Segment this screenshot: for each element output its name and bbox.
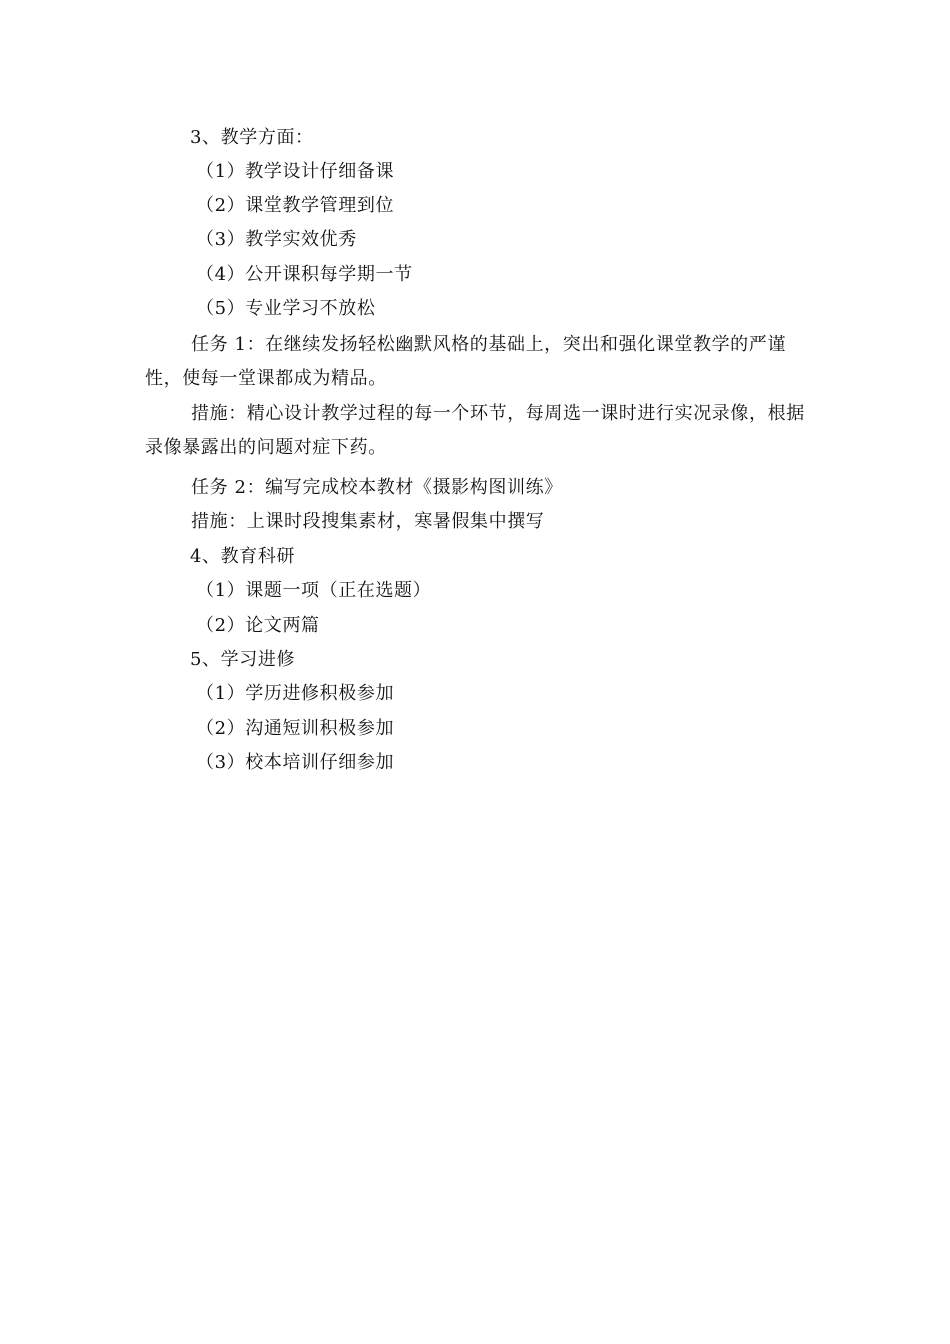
list-item: （2）论文两篇 — [196, 615, 320, 636]
section-heading-teaching: 3、教学方面： — [190, 127, 314, 148]
section-heading-study: 5、学习进修 — [190, 649, 296, 670]
list-item: （2）课堂教学管理到位 — [196, 195, 395, 216]
list-item: （4）公开课积每学期一节 — [196, 264, 413, 285]
measure-1-paragraph: 措施：精心设计教学过程的每一个环节，每周选一课时进行实况录像，根据录像暴露出的问题对症下药。 — [145, 403, 805, 458]
list-item: （1）课题一项（正在选题） — [196, 580, 432, 601]
task-2-paragraph: 任务 2：编写完成校本教材《摄影构图训练》 — [191, 477, 563, 498]
list-item: （5）专业学习不放松 — [196, 298, 376, 319]
task-1-paragraph: 任务 1：在继续发扬轻松幽默风格的基础上，突出和强化课堂教学的严谨性，使每一堂课都成为精品。 — [145, 334, 786, 389]
list-item: （1）学历进修积极参加 — [196, 683, 395, 704]
section-heading-research: 4、教育科研 — [190, 546, 296, 567]
measure-2-paragraph: 措施：上课时段搜集素材，寒暑假集中撰写 — [191, 511, 545, 532]
list-item: （3）校本培训仔细参加 — [196, 752, 395, 773]
list-item: （2）沟通短训积极参加 — [196, 718, 395, 739]
list-item: （1）教学设计仔细备课 — [196, 161, 395, 182]
list-item: （3）教学实效优秀 — [196, 229, 357, 250]
